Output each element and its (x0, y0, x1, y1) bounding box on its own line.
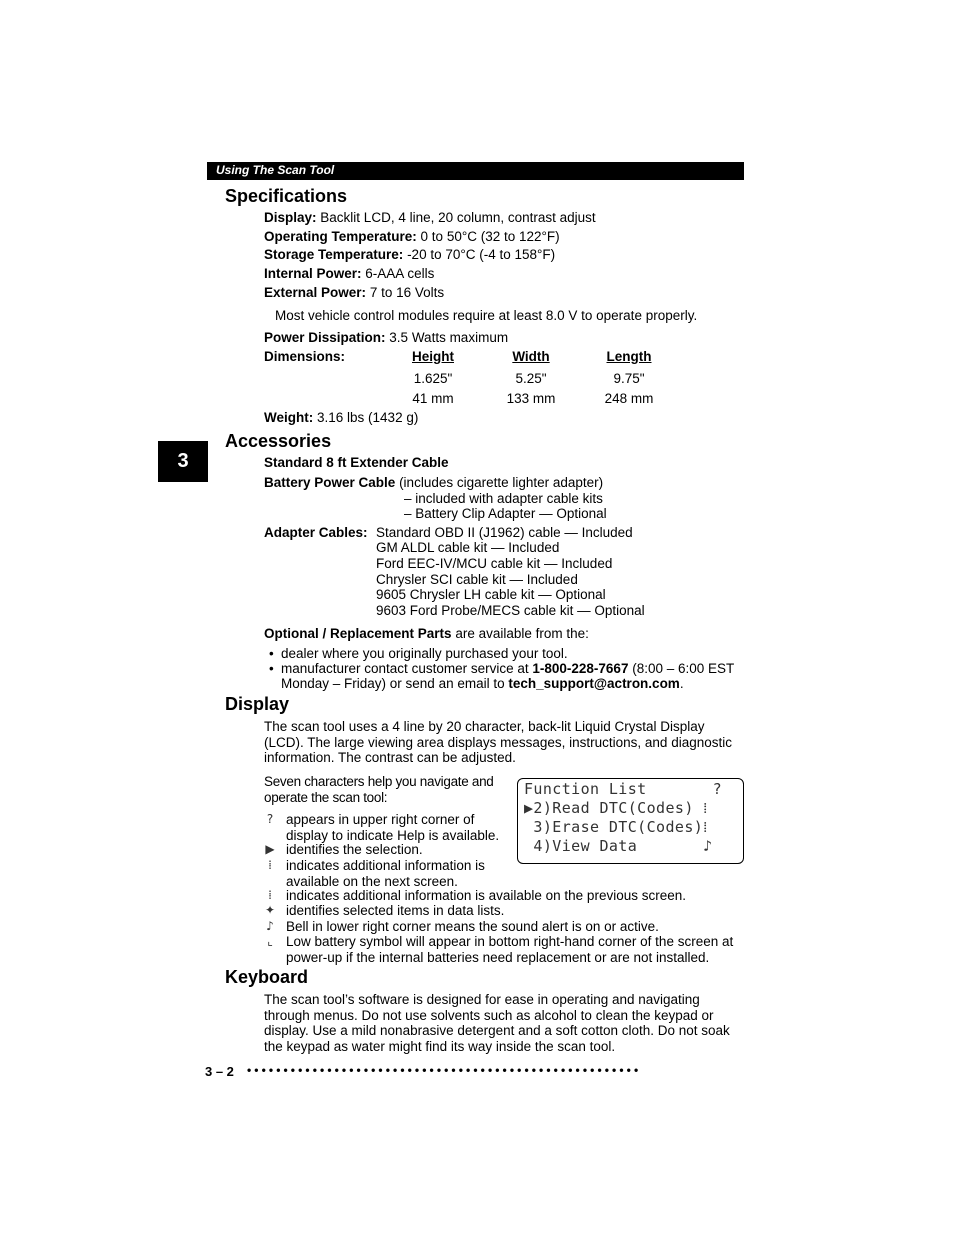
selection-arrow-icon: ▶ (265, 842, 275, 856)
help-icon: ? (266, 812, 274, 826)
char-bell-desc: Bell in lower right corner means the sound alert is on or active. (286, 919, 659, 934)
spec-storage-temp: Storage Temperature: -20 to 70°C (-4 to 158°F) (264, 247, 556, 262)
next-screen-icon: ⁞ (268, 858, 272, 872)
dim-length-mm: 248 mm (604, 391, 654, 406)
char-selection-desc: identifies the selection. (286, 842, 423, 857)
spec-power-note: Most vehicle control modules require at least 8.0 V to operate properly. (275, 308, 698, 323)
keyboard-text: The scan tool’s software is designed for ease in operating and navigating through menus. Do not use solvents such as alcohol to clean the keypad or display. Use a mild nonabrasive detergent and a soft cotton cloth. Do not soak the keypad as water might find its way inside the scan tool. (264, 992, 730, 1054)
dim-header-height: Height (412, 349, 454, 364)
bullet-manufacturer-cont: Monday – Friday) or send an email to tech_support@actron.com. (281, 676, 684, 691)
adapter-cables-label: Adapter Cables: (264, 525, 368, 540)
dim-height-mm: 41 mm (412, 391, 454, 406)
dim-header-width: Width (512, 349, 550, 364)
dim-width-in: 5.25" (515, 371, 547, 386)
keyboard-heading: Keyboard (225, 967, 309, 987)
support-email: tech_support@actron.com (508, 676, 680, 691)
spec-power-dissipation: Power Dissipation: 3.5 Watts maximum (264, 330, 509, 345)
display-seven-characters: Seven characters help you navigate and operate the scan tool: (264, 774, 494, 805)
extender-cable: Standard 8 ft Extender Cable (264, 455, 449, 470)
lcd-line: 3)Erase DTC(Codes)⁞ (524, 818, 708, 836)
dimensions-label: Dimensions: (264, 349, 346, 364)
char-help-desc: appears in upper right corner of display to indicate Help is available. (286, 812, 500, 843)
display-intro: The scan tool uses a 4 line by 20 character, back-lit Liquid Crystal Display (LCD). The large viewing area displays messages, instructions, and diagnostic information. The contrast can be adjusted. (264, 719, 732, 765)
char-next-screen-desc: indicates additional information is available on the next screen. (286, 858, 485, 889)
phone-number: 1-800-228-7667 (532, 661, 629, 676)
dim-length-in: 9.75" (613, 371, 645, 386)
bullet-manufacturer: • manufacturer contact customer service at 1-800-228-7667 (8:00 – 6:00 EST (269, 661, 735, 676)
section-header-bar (207, 162, 744, 180)
bullet-icon: • (269, 646, 274, 661)
lcd-screen-example (517, 778, 744, 864)
battery-sub-item: – Battery Clip Adapter — Optional (404, 506, 607, 521)
dim-header-length: Length (606, 349, 652, 364)
accessories-heading: Accessories (225, 431, 332, 451)
dim-width-mm: 133 mm (506, 391, 556, 406)
footer-dot-leader: •••••••••••••••••••••••••••••••••••••••••••••••••••••• (247, 1063, 642, 1077)
adapter-item: GM ALDL cable kit — Included (376, 540, 560, 555)
selected-item-icon: ✦ (264, 903, 276, 917)
spec-weight: Weight: 3.16 lbs (1432 g) (264, 410, 419, 425)
lcd-line: ▶2)Read DTC(Codes) ⁞ (524, 799, 708, 817)
spec-operating-temp: Operating Temperature: 0 to 50°C (32 to 122°F) (264, 229, 560, 244)
page-number: 3 – 2 (205, 1064, 234, 1079)
adapter-item: Chrysler SCI cable kit — Included (376, 572, 578, 587)
low-battery-icon: ⌞ (267, 934, 273, 948)
previous-screen-icon: ⁞ (268, 888, 272, 902)
chapter-tab: 3 (158, 441, 208, 482)
display-heading: Display (225, 694, 290, 714)
char-low-battery-desc: Low battery symbol will appear in bottom right-hand corner of the screen at power-up if the internal batteries need replacement or are not installed. (286, 934, 734, 965)
optional-parts: Optional / Replacement Parts are available from the: (264, 626, 589, 641)
adapter-item: 9603 Ford Probe/MECS cable kit — Optional (376, 603, 645, 618)
dim-height-in: 1.625" (413, 371, 453, 386)
char-selected-item-desc: identifies selected items in data lists. (286, 903, 505, 918)
adapter-item: 9605 Chrysler LH cable kit — Optional (376, 587, 606, 602)
bullet-icon: • (269, 661, 274, 676)
section-header-title: Using The Scan Tool (216, 163, 335, 177)
adapter-item: Ford EEC-IV/MCU cable kit — Included (376, 556, 613, 571)
battery-cable: Battery Power Cable (includes cigarette lighter adapter) (264, 475, 604, 490)
lcd-line: 4)View Data ♪ (524, 837, 713, 855)
battery-sub-item: – included with adapter cable kits (404, 491, 603, 506)
bullet-dealer: • dealer where you originally purchased your tool. (269, 646, 568, 661)
specifications-heading: Specifications (225, 186, 348, 206)
adapter-item: Standard OBD II (J1962) cable — Included (376, 525, 633, 540)
lcd-line: Function List ? (524, 780, 723, 798)
spec-internal-power: Internal Power: 6-AAA cells (264, 266, 435, 281)
bell-icon: ♪ (266, 919, 274, 933)
spec-display: Display: Backlit LCD, 4 line, 20 column, contrast adjust (264, 210, 596, 225)
char-previous-screen-desc: indicates additional information is available on the previous screen. (286, 888, 686, 903)
spec-external-power: External Power: 7 to 16 Volts (264, 285, 445, 300)
